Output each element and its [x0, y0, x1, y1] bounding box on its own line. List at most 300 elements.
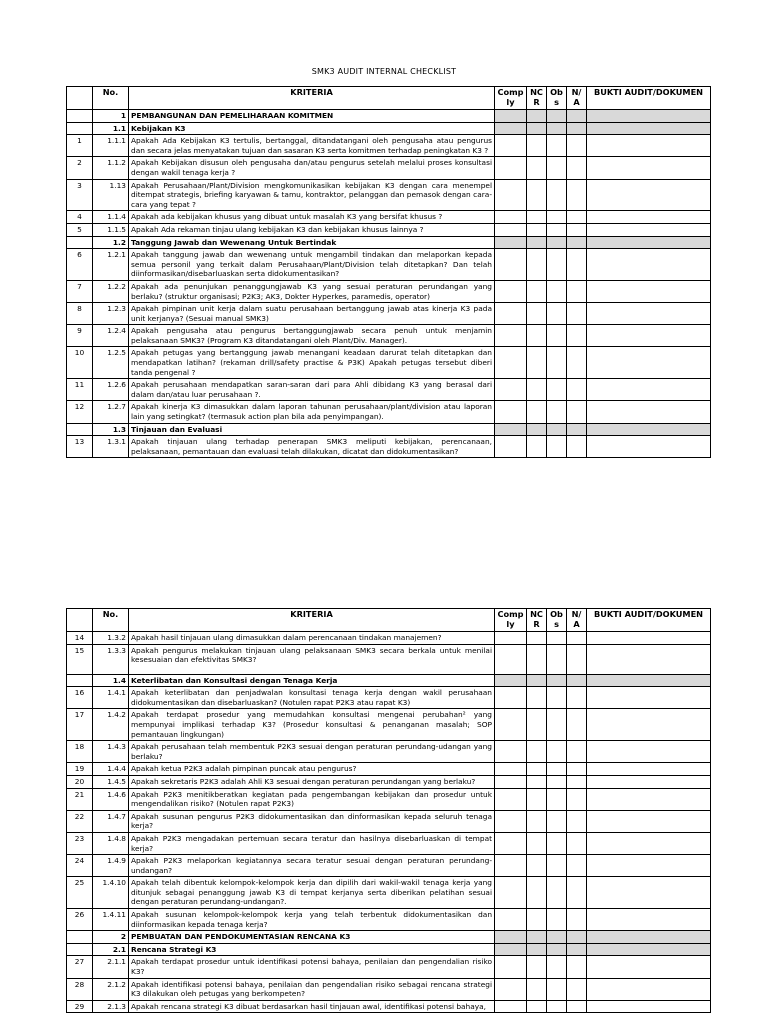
criteria-text: Apakah keterlibatan dan penjadwalan konsultasi tenaga kerja dengan wakil perusahaan didokumentasikan dan disebarluaskan? (Notulen rapat P2K3 atau rapat K3): [129, 687, 495, 709]
bukti-cell[interactable]: [587, 956, 711, 978]
criteria-text: Apakah terdapat prosedur untuk identifikasi potensi bahaya, penilaian dan pengendalian risiko K3?: [129, 956, 495, 978]
comply-cell[interactable]: [495, 223, 527, 236]
section-title: PEMBANGUNAN DAN PEMELIHARAAN KOMITMEN: [129, 110, 495, 123]
row-index: 5: [67, 223, 93, 236]
comply-cell[interactable]: [495, 179, 527, 211]
obs-cell[interactable]: [547, 325, 567, 347]
criteria-row: [67, 223, 711, 236]
bukti-cell[interactable]: [587, 135, 711, 157]
section-row: [67, 122, 711, 135]
header-bukti: BUKTI AUDIT/DOKUMEN: [587, 87, 711, 110]
obs-cell[interactable]: [547, 855, 567, 877]
criteria-text: Apakah susunan kelompok-kelompok kerja yang telah terbentuk didokumentasikan dan diinformasikan kepada tenaga kerja?: [129, 909, 495, 931]
row-code: 1.3.3: [93, 644, 129, 674]
bukti-cell[interactable]: [587, 788, 711, 810]
bukti-cell[interactable]: [587, 832, 711, 854]
ncr-cell: [527, 423, 547, 436]
criteria-row: [67, 978, 711, 1000]
header-ncr: NCR: [527, 609, 547, 632]
ncr-cell[interactable]: [527, 644, 547, 674]
row-code: 1.2.1: [93, 249, 129, 281]
ncr-cell[interactable]: [527, 810, 547, 832]
row-code: 1.2: [93, 236, 129, 249]
criteria-row: [67, 810, 711, 832]
bukti-cell[interactable]: [587, 877, 711, 909]
na-cell[interactable]: [567, 249, 587, 281]
ncr-cell: [527, 122, 547, 135]
criteria-text: Apakah pimpinan unit kerja dalam suatu perusahaan bertanggung jawab atas kinerja K3 pada unit kerjanya? (Sesuai manual SMK3): [129, 303, 495, 325]
document-title: SMK3 AUDIT INTERNAL CHECKLIST: [311, 67, 457, 76]
ncr-cell[interactable]: [527, 223, 547, 236]
ncr-cell[interactable]: [527, 741, 547, 763]
comply-cell: [495, 110, 527, 123]
ncr-cell[interactable]: [527, 978, 547, 1000]
criteria-text: Apakah sekretaris P2K3 adalah Ahli K3 sesuai dengan peraturan perundangan yang berlaku?: [129, 775, 495, 788]
na-cell[interactable]: [567, 877, 587, 909]
obs-cell[interactable]: [547, 347, 567, 379]
ncr-cell[interactable]: [527, 303, 547, 325]
obs-cell[interactable]: [547, 632, 567, 645]
row-index: [67, 110, 93, 123]
row-index: 20: [67, 775, 93, 788]
criteria-row: [67, 401, 711, 423]
section-title: Kebijakan K3: [129, 122, 495, 135]
bukti-cell[interactable]: [587, 741, 711, 763]
ncr-cell: [527, 931, 547, 944]
row-code: 1.13: [93, 179, 129, 211]
criteria-text: Apakah Ada rekaman tinjau ulang kebijakan K3 dan kebijakan khusus lainnya ?: [129, 223, 495, 236]
na-cell[interactable]: [567, 644, 587, 674]
na-cell: [567, 423, 587, 436]
comply-cell[interactable]: [495, 644, 527, 674]
bukti-cell: [587, 674, 711, 687]
checklist-table-2: [66, 608, 711, 1013]
comply-cell[interactable]: [495, 249, 527, 281]
row-index: 9: [67, 325, 93, 347]
na-cell[interactable]: [567, 775, 587, 788]
ncr-cell[interactable]: [527, 179, 547, 211]
bukti-cell[interactable]: [587, 280, 711, 302]
row-index: 18: [67, 741, 93, 763]
ncr-cell: [527, 236, 547, 249]
row-code: 1.1.4: [93, 211, 129, 224]
criteria-text: Apakah hasil tinjauan ulang dimasukkan dalam perencanaan tindakan manajemen?: [129, 632, 495, 645]
na-cell[interactable]: [567, 135, 587, 157]
comply-cell: [495, 122, 527, 135]
na-cell: [567, 674, 587, 687]
bukti-cell[interactable]: [587, 249, 711, 281]
row-index: 7: [67, 280, 93, 302]
row-code: 1: [93, 110, 129, 123]
row-code: 1.4.2: [93, 709, 129, 741]
criteria-row: [67, 135, 711, 157]
comply-cell[interactable]: [495, 325, 527, 347]
row-index: 29: [67, 1000, 93, 1013]
na-cell[interactable]: [567, 436, 587, 458]
criteria-text: Apakah Kebijakan disusun oleh pengusaha dan/atau pengurus setelah melalui proses konsultasi dengan wakil tenaga kerja ?: [129, 157, 495, 179]
row-code: 2: [93, 931, 129, 944]
comply-cell[interactable]: [495, 775, 527, 788]
comply-cell[interactable]: [495, 401, 527, 423]
row-code: 2.1: [93, 943, 129, 956]
comply-cell[interactable]: [495, 211, 527, 224]
header-no: No.: [93, 609, 129, 632]
bukti-cell: [587, 931, 711, 944]
obs-cell[interactable]: [547, 832, 567, 854]
row-code: 1.2.2: [93, 280, 129, 302]
obs-cell[interactable]: [547, 956, 567, 978]
ncr-cell[interactable]: [527, 280, 547, 302]
comply-cell[interactable]: [495, 763, 527, 776]
criteria-row: [67, 347, 711, 379]
row-code: 1.3.1: [93, 436, 129, 458]
criteria-row: [67, 632, 711, 645]
comply-cell: [495, 423, 527, 436]
criteria-row: [67, 644, 711, 674]
row-index: 12: [67, 401, 93, 423]
na-cell[interactable]: [567, 855, 587, 877]
na-cell[interactable]: [567, 347, 587, 379]
na-cell[interactable]: [567, 157, 587, 179]
row-code: 1.1.2: [93, 157, 129, 179]
criteria-text: Apakah kinerja K3 dimasukkan dalam laporan tahunan perusahaan/plant/division atau laporan lain yang setingkat? (termasuk action plan bila ada penyimpangan).: [129, 401, 495, 423]
header-obs: Obs: [547, 609, 567, 632]
bukti-cell[interactable]: [587, 687, 711, 709]
row-index: 26: [67, 909, 93, 931]
row-index: 13: [67, 436, 93, 458]
obs-cell[interactable]: [547, 249, 567, 281]
criteria-text: Apakah petugas yang bertanggung jawab menangani keadaan darurat telah ditetapkan dan mendapatkan latihan? (rekaman drill/safety practise & P3K) Apakah petugas tersebut diberi tanda pengenal ?: [129, 347, 495, 379]
header-index: [67, 87, 93, 110]
row-code: 1.1.5: [93, 223, 129, 236]
row-index: 8: [67, 303, 93, 325]
bukti-cell: [587, 110, 711, 123]
na-cell[interactable]: [567, 810, 587, 832]
ncr-cell[interactable]: [527, 763, 547, 776]
obs-cell[interactable]: [547, 687, 567, 709]
row-index: 22: [67, 810, 93, 832]
section-title: Keterlibatan dan Konsultasi dengan Tenaga Kerja: [129, 674, 495, 687]
ncr-cell[interactable]: [527, 709, 547, 741]
header-comply: Comply: [495, 87, 527, 110]
criteria-row: [67, 211, 711, 224]
ncr-cell[interactable]: [527, 909, 547, 931]
checklist-table-1: [66, 86, 711, 458]
bukti-cell[interactable]: [587, 632, 711, 645]
criteria-row: [67, 436, 711, 458]
row-code: 1.2.5: [93, 347, 129, 379]
ncr-cell[interactable]: [527, 832, 547, 854]
comply-cell[interactable]: [495, 978, 527, 1000]
obs-cell[interactable]: [547, 709, 567, 741]
ncr-cell[interactable]: [527, 775, 547, 788]
criteria-row: [67, 956, 711, 978]
criteria-text: Apakah P2K3 mengadakan pertemuan secara teratur dan hasilnya disebarluaskan di tempat kerja?: [129, 832, 495, 854]
bukti-cell[interactable]: [587, 909, 711, 931]
criteria-row: [67, 280, 711, 302]
section-title: Tanggung Jawab dan Wewenang Untuk Bertindak: [129, 236, 495, 249]
ncr-cell[interactable]: [527, 687, 547, 709]
obs-cell[interactable]: [547, 775, 567, 788]
bukti-cell: [587, 122, 711, 135]
obs-cell[interactable]: [547, 179, 567, 211]
row-code: 1.1.1: [93, 135, 129, 157]
row-code: 1.3: [93, 423, 129, 436]
na-cell[interactable]: [567, 211, 587, 224]
na-cell[interactable]: [567, 401, 587, 423]
row-index: 17: [67, 709, 93, 741]
comply-cell[interactable]: [495, 832, 527, 854]
header-kriteria: KRITERIA: [129, 87, 495, 110]
row-code: 1.4.10: [93, 877, 129, 909]
comply-cell[interactable]: [495, 877, 527, 909]
row-index: [67, 122, 93, 135]
comply-cell[interactable]: [495, 909, 527, 931]
row-code: 1.2.3: [93, 303, 129, 325]
criteria-text: Apakah ada kebijakan khusus yang dibuat untuk masalah K3 yang bersifat khusus ?: [129, 211, 495, 224]
row-index: 19: [67, 763, 93, 776]
criteria-row: [67, 763, 711, 776]
header-kriteria: KRITERIA: [129, 609, 495, 632]
comply-cell[interactable]: [495, 379, 527, 401]
criteria-text: Apakah ada penunjukan penanggungjawab K3 yang sesuai peraturan perundangan yang berlaku? (struktur organisasi; P2K3; AK3, Dokter Hyperkes, paramedis, operator): [129, 280, 495, 302]
na-cell[interactable]: [567, 179, 587, 211]
criteria-row: [67, 775, 711, 788]
comply-cell[interactable]: [495, 135, 527, 157]
criteria-row: [67, 379, 711, 401]
na-cell[interactable]: [567, 632, 587, 645]
criteria-row: [67, 709, 711, 741]
row-code: 1.2.6: [93, 379, 129, 401]
criteria-text: Apakah tinjauan ulang terhadap penerapan SMK3 meliputi kebijakan, perencanaan, pelaksanaan, pemantauan dan evaluasi telah dilakukan, dicatat dan didokumentasikan?: [129, 436, 495, 458]
obs-cell: [547, 931, 567, 944]
obs-cell[interactable]: [547, 401, 567, 423]
row-index: [67, 236, 93, 249]
criteria-text: Apakah pengusaha atau pengurus bertanggungjawab secara penuh untuk menjamin pelaksanaan SMK3? (Program K3 ditandatangani oleh Plant/Div. Manager).: [129, 325, 495, 347]
bukti-cell[interactable]: [587, 978, 711, 1000]
na-cell: [567, 943, 587, 956]
na-cell[interactable]: [567, 909, 587, 931]
comply-cell[interactable]: [495, 1000, 527, 1013]
criteria-text: Apakah tanggung jawab dan wewenang untuk mengambil tindakan dan melaporkan kepada semua personil yang terkait dalam Perusahaan/Plant/Division telah ditetapkan? Dan telah diinformasikan/disebarluaskan serta didokumentasikan?: [129, 249, 495, 281]
comply-cell[interactable]: [495, 303, 527, 325]
comply-cell[interactable]: [495, 687, 527, 709]
row-code: 1.2.7: [93, 401, 129, 423]
bukti-cell[interactable]: [587, 810, 711, 832]
criteria-row: [67, 1000, 711, 1013]
row-index: [67, 931, 93, 944]
bukti-cell[interactable]: [587, 179, 711, 211]
bukti-cell[interactable]: [587, 223, 711, 236]
comply-cell: [495, 943, 527, 956]
section-row: [67, 943, 711, 956]
section-title: Rencana Strategi K3: [129, 943, 495, 956]
row-index: 10: [67, 347, 93, 379]
criteria-text: Apakah ketua P2K3 adalah pimpinan puncak atau pengurus?: [129, 763, 495, 776]
bukti-cell[interactable]: [587, 325, 711, 347]
criteria-text: Apakah perusahaan mendapatkan saran-saran dari para Ahli dibidang K3 yang berasal dari dalam dan/atau luar perusahaan ?.: [129, 379, 495, 401]
comply-cell[interactable]: [495, 280, 527, 302]
header-no: No.: [93, 87, 129, 110]
comply-cell[interactable]: [495, 157, 527, 179]
criteria-text: Apakah susunan pengurus P2K3 didokumentasikan dan dinformasikan kepada seluruh tenaga kerja?: [129, 810, 495, 832]
bukti-cell[interactable]: [587, 211, 711, 224]
row-index: 1: [67, 135, 93, 157]
bukti-cell: [587, 943, 711, 956]
bukti-cell[interactable]: [587, 855, 711, 877]
header-index: [67, 609, 93, 632]
row-index: [67, 943, 93, 956]
bukti-cell[interactable]: [587, 379, 711, 401]
obs-cell[interactable]: [547, 303, 567, 325]
obs-cell[interactable]: [547, 436, 567, 458]
criteria-row: [67, 303, 711, 325]
obs-cell: [547, 122, 567, 135]
ncr-cell[interactable]: [527, 135, 547, 157]
na-cell[interactable]: [567, 741, 587, 763]
comply-cell[interactable]: [495, 741, 527, 763]
obs-cell[interactable]: [547, 909, 567, 931]
na-cell[interactable]: [567, 687, 587, 709]
obs-cell[interactable]: [547, 877, 567, 909]
ncr-cell[interactable]: [527, 325, 547, 347]
obs-cell[interactable]: [547, 379, 567, 401]
criteria-text: Apakah Ada Kebijakan K3 tertulis, bertanggal, ditandatangani oleh pengusaha atau pengurus dan secara jelas menyatakan tujuan dan sasaran K3 serta komitmen terhadap peningkatan K3 ?: [129, 135, 495, 157]
comply-cell[interactable]: [495, 810, 527, 832]
row-code: 1.4.9: [93, 855, 129, 877]
obs-cell[interactable]: [547, 135, 567, 157]
obs-cell[interactable]: [547, 644, 567, 674]
criteria-text: Apakah rencana strategi K3 dibuat berdasarkan hasil tinjauan awal, identifikasi potensi bahaya,: [129, 1000, 495, 1013]
section-title: PEMBUATAN DAN PENDOKUMENTASIAN RENCANA K3: [129, 931, 495, 944]
ncr-cell[interactable]: [527, 788, 547, 810]
na-cell[interactable]: [567, 788, 587, 810]
row-index: 24: [67, 855, 93, 877]
ncr-cell[interactable]: [527, 877, 547, 909]
header-na: N/A: [567, 609, 587, 632]
comply-cell[interactable]: [495, 788, 527, 810]
obs-cell[interactable]: [547, 788, 567, 810]
ncr-cell[interactable]: [527, 211, 547, 224]
obs-cell[interactable]: [547, 810, 567, 832]
criteria-text: Apakah pengurus melakukan tinjauan ulang pelaksanaan SMK3 secara berkala untuk menilai kesesuaian dan efektivitas SMK3?: [129, 644, 495, 674]
obs-cell[interactable]: [547, 211, 567, 224]
obs-cell[interactable]: [547, 223, 567, 236]
header-obs: Obs: [547, 87, 567, 110]
row-index: 28: [67, 978, 93, 1000]
obs-cell[interactable]: [547, 741, 567, 763]
criteria-row: [67, 325, 711, 347]
na-cell[interactable]: [567, 832, 587, 854]
bukti-cell[interactable]: [587, 763, 711, 776]
ncr-cell: [527, 674, 547, 687]
na-cell[interactable]: [567, 956, 587, 978]
obs-cell[interactable]: [547, 763, 567, 776]
comply-cell[interactable]: [495, 436, 527, 458]
comply-cell: [495, 931, 527, 944]
na-cell[interactable]: [567, 379, 587, 401]
ncr-cell[interactable]: [527, 157, 547, 179]
criteria-row: [67, 788, 711, 810]
bukti-cell[interactable]: [587, 401, 711, 423]
ncr-cell[interactable]: [527, 855, 547, 877]
section-row: [67, 931, 711, 944]
comply-cell[interactable]: [495, 632, 527, 645]
ncr-cell[interactable]: [527, 956, 547, 978]
obs-cell[interactable]: [547, 1000, 567, 1013]
obs-cell: [547, 674, 567, 687]
criteria-text: Apakah Perusahaan/Plant/Division mengkomunikasikan kebijakan K3 dengan cara menempel ditempat strategis, briefing karyawan & tamu, kontraktor, pelanggan dan pemasok dengan cara-cara yang tepat ?: [129, 179, 495, 211]
ncr-cell[interactable]: [527, 1000, 547, 1013]
na-cell[interactable]: [567, 1000, 587, 1013]
ncr-cell[interactable]: [527, 401, 547, 423]
criteria-row: [67, 179, 711, 211]
na-cell[interactable]: [567, 280, 587, 302]
row-index: 21: [67, 788, 93, 810]
comply-cell: [495, 236, 527, 249]
row-code: 1.4.1: [93, 687, 129, 709]
obs-cell[interactable]: [547, 157, 567, 179]
section-title: Tinjauan dan Evaluasi: [129, 423, 495, 436]
criteria-row: [67, 832, 711, 854]
row-code: 1.4.4: [93, 763, 129, 776]
bukti-cell[interactable]: [587, 644, 711, 674]
section-row: [67, 236, 711, 249]
criteria-row: [67, 249, 711, 281]
obs-cell[interactable]: [547, 280, 567, 302]
header-comply: Comply: [495, 609, 527, 632]
bukti-cell[interactable]: [587, 709, 711, 741]
header-bukti: BUKTI AUDIT/DOKUMEN: [587, 609, 711, 632]
bukti-cell[interactable]: [587, 775, 711, 788]
criteria-row: [67, 909, 711, 931]
na-cell[interactable]: [567, 709, 587, 741]
row-index: [67, 674, 93, 687]
bukti-cell[interactable]: [587, 303, 711, 325]
ncr-cell[interactable]: [527, 347, 547, 379]
ncr-cell[interactable]: [527, 436, 547, 458]
na-cell: [567, 236, 587, 249]
comply-cell[interactable]: [495, 347, 527, 379]
row-code: 1.4.5: [93, 775, 129, 788]
row-code: 2.1.2: [93, 978, 129, 1000]
row-index: 25: [67, 877, 93, 909]
na-cell[interactable]: [567, 763, 587, 776]
na-cell[interactable]: [567, 325, 587, 347]
obs-cell: [547, 236, 567, 249]
ncr-cell[interactable]: [527, 379, 547, 401]
bukti-cell[interactable]: [587, 347, 711, 379]
comply-cell[interactable]: [495, 709, 527, 741]
obs-cell: [547, 943, 567, 956]
criteria-text: Apakah telah dibentuk kelompok-kelompok kerja dan dipilih dari wakil-wakil tenaga kerja yang ditunjuk sebagai penanggung jawab K3 di tempat kerjanya serta diberikan pelatihan sesuai dengan peraturan perundang-undangan?.: [129, 877, 495, 909]
bukti-cell[interactable]: [587, 436, 711, 458]
obs-cell: [547, 423, 567, 436]
ncr-cell[interactable]: [527, 249, 547, 281]
comply-cell[interactable]: [495, 855, 527, 877]
na-cell[interactable]: [567, 978, 587, 1000]
comply-cell[interactable]: [495, 956, 527, 978]
row-code: 1.1: [93, 122, 129, 135]
ncr-cell[interactable]: [527, 632, 547, 645]
na-cell[interactable]: [567, 223, 587, 236]
row-code: 1.3.2: [93, 632, 129, 645]
na-cell[interactable]: [567, 303, 587, 325]
obs-cell[interactable]: [547, 978, 567, 1000]
bukti-cell[interactable]: [587, 157, 711, 179]
row-index: 14: [67, 632, 93, 645]
bukti-cell[interactable]: [587, 1000, 711, 1013]
